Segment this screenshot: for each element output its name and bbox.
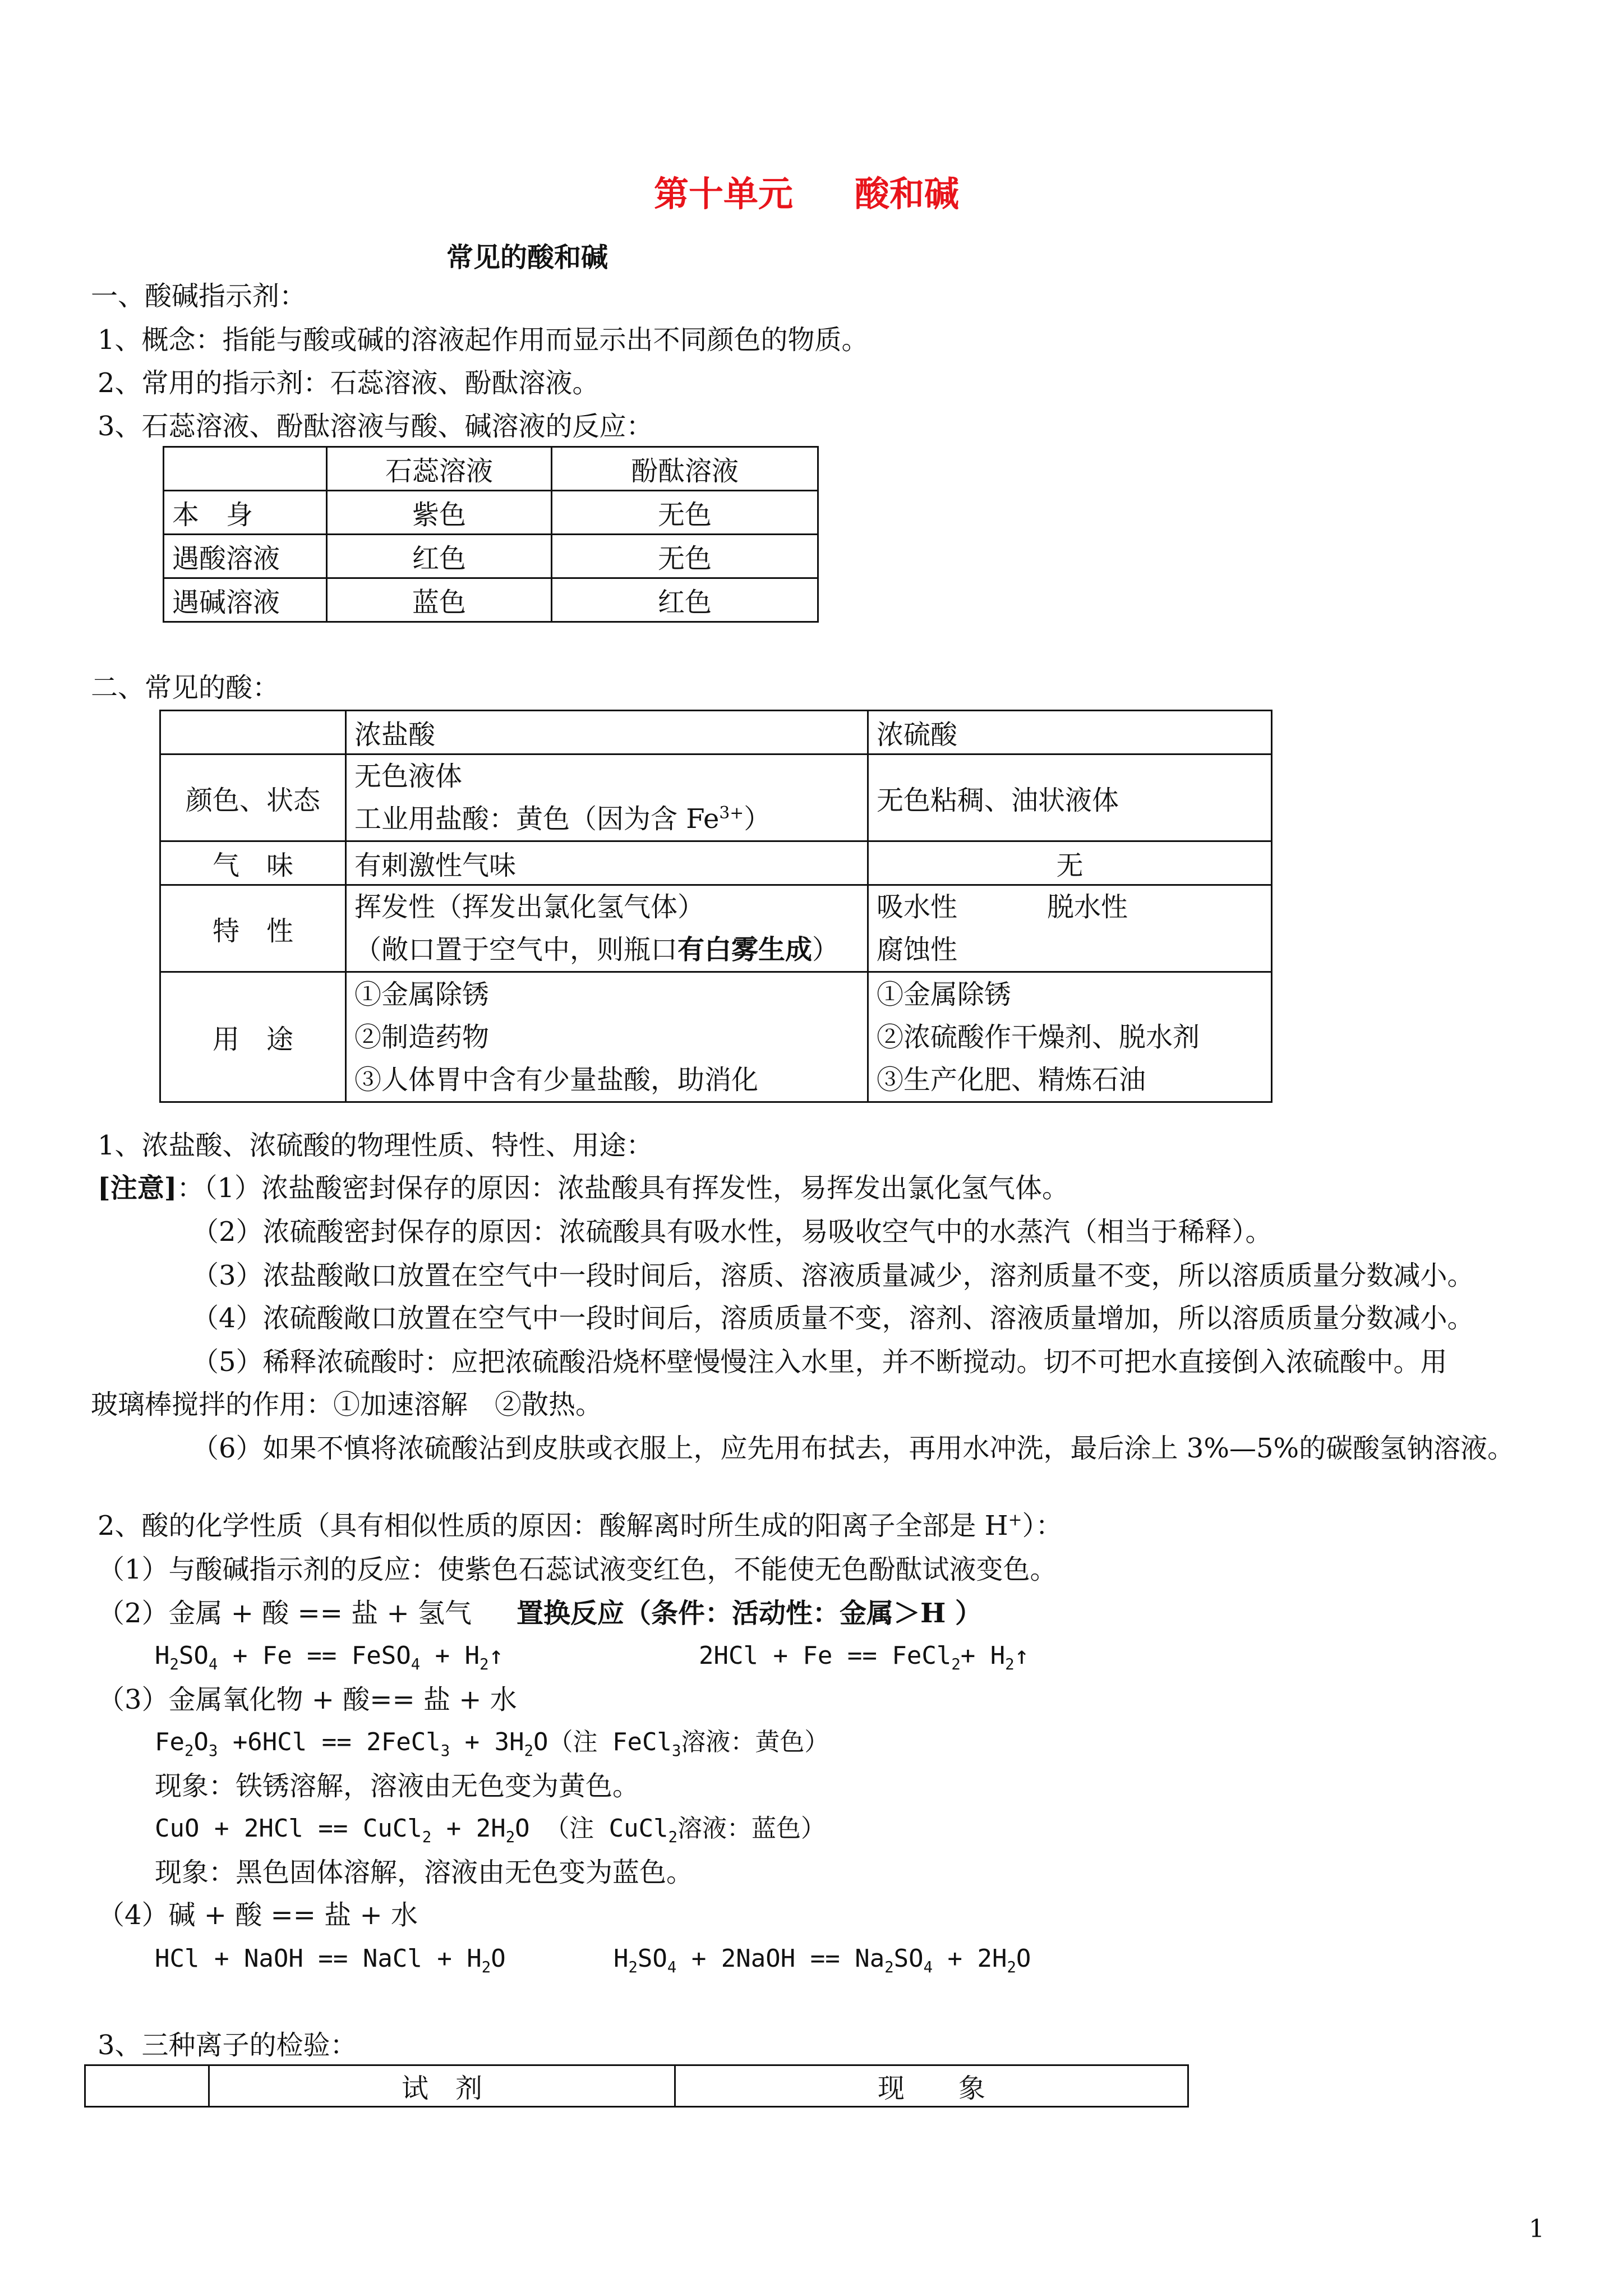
fe-charge: 3+: [719, 803, 744, 823]
equation-hcl-fe: 2HCl + Fe == FeCl$_2$+ $H_2↑$: [699, 1641, 1030, 1673]
equation-hcl-naoh: HCl + NaOH == NaCl + $H_2O$: [155, 1944, 506, 1976]
color-hcl-line2: [354, 798, 859, 840]
s4-heading: 3、三种离子的检验：: [98, 2030, 357, 2061]
s3-p2-text: （2）金属 + 酸 == 盐 + 氢气: [98, 1598, 472, 1629]
s3-obs1: 现象：铁锈溶解，溶液由无色变为黄色。: [155, 1770, 640, 1802]
use-h2so4-item: ②浓硫酸作干燥剂、脱水剂: [877, 1021, 1200, 1053]
prop-hcl-end: ）: [812, 934, 840, 965]
s2-note1: [98, 1171, 1069, 1205]
s2-note2: （2）浓硫酸密封保存的原因：浓硫酸具有吸水性，易吸收空气中的水蒸汽（相当于稀释）。: [192, 1216, 1272, 1248]
acids-cell-color-h2so4: 无色粘稠、油状液体: [868, 754, 1272, 841]
title-topic: 酸和碱: [855, 173, 960, 214]
prop-h2so4-line1: [877, 886, 1263, 928]
prop-hcl-line2: [354, 928, 859, 971]
title-unit: 第十单元: [654, 173, 794, 214]
prop-hcl-emphasis: 有白雾生成: [677, 934, 813, 965]
s2-note5: （5）稀释浓硫酸时：应把浓硫酸沿烧杯壁慢慢注入水里，并不断搅动。切不可把水直接倒入浓硫酸中。用: [192, 1346, 1447, 1378]
s1-p2: 2、常用的指示剂：石蕊溶液、酚酞溶液。: [98, 367, 600, 399]
note1-text: ：（1）浓盐酸密封保存的原因：浓盐酸具有挥发性，易挥发出氯化氢气体。: [177, 1172, 1069, 1204]
s2-p1: 1、浓盐酸、浓硫酸的物理性质、特性、用途：: [98, 1130, 653, 1161]
indicator-cell: 蓝色: [327, 578, 552, 622]
color-hcl-line1: 无色液体: [354, 761, 463, 792]
use-hcl-item: ③人体胃中含有少量盐酸，助消化: [354, 1064, 759, 1096]
use-hcl-item: ①金属除锈: [354, 978, 490, 1010]
acids-header-hcl: 浓盐酸: [346, 711, 868, 754]
acids-cell-use-hcl: [346, 972, 868, 1102]
indicator-cell: 红色: [552, 578, 818, 622]
s3-p2-condition: 置换反应（条件：活动性：金属＞H ）: [516, 1598, 983, 1629]
page-title: [654, 166, 959, 216]
color-hcl-text: 工业用盐酸：黄色（因为含 Fe: [354, 803, 720, 835]
acids-row-smell-label: 气 味: [160, 841, 346, 885]
s2-heading: 二、常见的酸：: [91, 672, 280, 703]
equation-fe2o3-hcl: $Fe_2O_3 +6HCl$ == 2FeCl$_3$ + $3H_2O$（注 FeCl$_3$溶液：黄色）: [155, 1728, 829, 1760]
indicator-cell: 红色: [327, 535, 552, 578]
acids-cell-color-hcl: [346, 754, 868, 841]
ion-test-table: [84, 2064, 1189, 2108]
prop-dehydrate: 脱水性: [1047, 891, 1128, 923]
s3-p4: （4）碱 + 酸 == 盐 + 水: [98, 1899, 418, 1931]
s3-p2: [98, 1596, 982, 1630]
s3-p3: （3）金属氧化物 + 酸== 盐 + 水: [98, 1684, 517, 1715]
indicator-row-label: 遇酸溶液: [164, 535, 327, 578]
s2-note5b: 玻璃棒搅拌的作用：①加速溶解 ②散热。: [91, 1389, 603, 1420]
prop-absorb: 吸水性: [877, 891, 958, 923]
s2-note4: （4）浓硫酸敞口放置在空气中一段时间后，溶质质量不变，溶剂、溶液质量增加，所以溶质质量分数减小。: [192, 1303, 1474, 1334]
acids-cell-prop-hcl: [346, 885, 868, 972]
color-hcl-end: ）: [744, 803, 771, 835]
s2-note6: （6）如果不慎将浓硫酸沾到皮肤或衣服上，应先用布拭去，再用水冲洗，最后涂上 3%—5%的碳酸氢钠溶液。: [192, 1433, 1515, 1464]
acids-cell-smell-h2so4: 无: [868, 841, 1272, 885]
indicator-row-label: 本 身: [164, 491, 327, 535]
note-label: [注意]: [98, 1172, 177, 1204]
indicator-header-phenol: 酚酞溶液: [552, 447, 818, 491]
s1-heading: 一、酸碱指示剂：: [91, 280, 307, 312]
s1-p3: 3、石蕊溶液、酚酞溶液与酸、碱溶液的反应：: [98, 411, 653, 442]
equation-h2so4-naoh: $H_2SO_4$ + 2NaOH == $Na_2SO_4 + 2H_2O$: [614, 1944, 1031, 1976]
ion-header-empty: [85, 2065, 209, 2107]
ion-header-reagent: 试 剂: [209, 2065, 675, 2107]
section-subtitle: 常见的酸和碱: [446, 242, 608, 273]
indicator-row-label: 遇碱溶液: [164, 578, 327, 622]
prop-h2so4-line2: 腐蚀性: [877, 934, 958, 965]
indicator-header-litmus: 石蕊溶液: [327, 447, 552, 491]
s3-heading: [98, 1509, 1063, 1543]
indicator-cell: 无色: [552, 491, 818, 535]
s1-p1: 1、概念：指能与酸或碱的溶液起作用而显示出不同颜色的物质。: [98, 324, 869, 356]
prop-hcl-line1: 挥发性（挥发出氯化氢气体）: [354, 891, 705, 923]
equation-cuo-hcl: CuO + 2HCl == CuCl$_2$ + $2H_2O$ （注 CuCl$_2$溶液：蓝色）: [155, 1814, 826, 1846]
acids-header-empty: [160, 711, 346, 754]
indicator-table: [163, 446, 819, 623]
acids-row-prop-label: 特 性: [160, 885, 346, 972]
indicator-cell: 紫色: [327, 491, 552, 535]
page-number: 1: [1529, 2215, 1544, 2243]
s3-obs2: 现象：黑色固体溶解，溶液由无色变为蓝色。: [155, 1857, 694, 1888]
s3-heading-text: 2、酸的化学性质（具有相似性质的原因：酸解离时所生成的阳离子全部是 H: [98, 1510, 1008, 1542]
use-h2so4-item: ③生产化肥、精炼石油: [877, 1064, 1146, 1096]
indicator-cell: 无色: [552, 535, 818, 578]
acids-row-use-label: 用 途: [160, 972, 346, 1102]
acids-cell-prop-h2so4: [868, 885, 1272, 972]
use-hcl-item: ②制造药物: [354, 1021, 490, 1053]
indicator-header-empty: [164, 447, 327, 491]
prop-hcl-text: （敞口置于空气中，则瓶口: [354, 934, 678, 965]
ion-header-phenomenon: 现 象: [675, 2065, 1188, 2107]
s3-heading-end: ）：: [1022, 1510, 1063, 1542]
h-charge: +: [1008, 1510, 1022, 1530]
s3-p1: （1）与酸碱指示剂的反应：使紫色石蕊试液变红色，不能使无色酚酞试液变色。: [98, 1554, 1057, 1585]
use-h2so4-item: ①金属除锈: [877, 978, 1012, 1010]
s2-note3: （3）浓盐酸敞口放置在空气中一段时间后，溶质、溶液质量减少，溶剂质量不变，所以溶质质量分数减小。: [192, 1260, 1474, 1291]
acids-header-h2so4: 浓硫酸: [868, 711, 1272, 754]
equation-h2so4-fe: $H_2SO_4 + Fe$ == FeSO$_4$ + $H_2↑$: [155, 1641, 504, 1673]
acids-row-color-label: 颜色、状态: [160, 754, 346, 841]
acids-table: [159, 710, 1272, 1103]
acids-cell-use-h2so4: [868, 972, 1272, 1102]
acids-cell-smell-hcl: 有刺激性气味: [346, 841, 868, 885]
